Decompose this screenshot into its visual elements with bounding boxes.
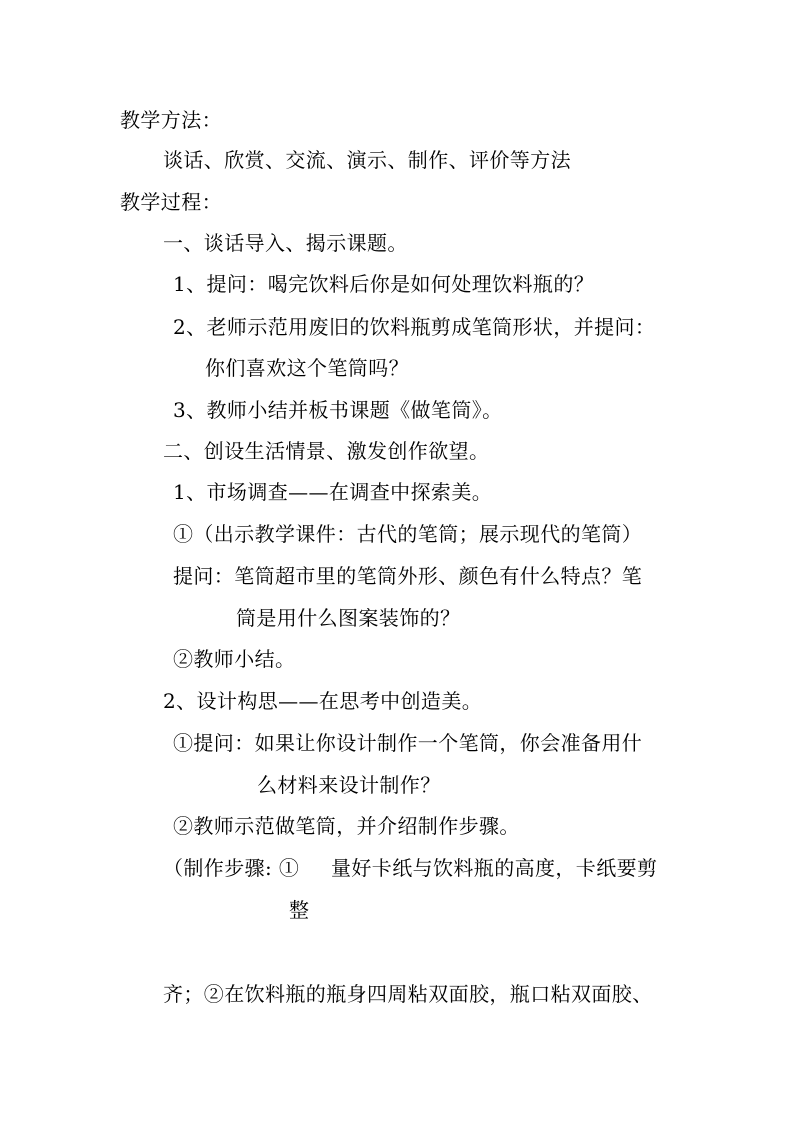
method-text: 谈话、欣赏、交流、演示、制作、评价等方法 <box>163 148 571 172</box>
steps-continue: 齐；②在饮料瓶的瓶身四周粘双面胶，瓶口粘双面胶、 <box>163 982 653 1006</box>
section-2-sub-1-question-line-1: 提问：笔筒超市里的笔筒外形、颜色有什么特点？笔 <box>173 564 643 588</box>
steps-label: （制作步骤: ① <box>163 856 300 880</box>
section-2-sub-1-point-1: ①（出示教学课件：古代的笔筒；展示现代的笔筒） <box>173 522 643 546</box>
section-2-sub-2-point-1-line-2: 么材料来设计制作？ <box>257 773 441 797</box>
steps-wrap: 整 <box>289 898 310 922</box>
method-heading: 教学方法： <box>120 108 222 132</box>
section-2-sub-2-point-2: ②教师示范做笔筒，并介绍制作步骤。 <box>173 814 520 838</box>
section-2-sub-1-question-line-2: 筒是用什么图案装饰的？ <box>236 606 461 630</box>
section-1-item-2-line-1: 2、老师示范用废旧的饮料瓶剪成笔筒形状，并提问： <box>173 315 656 339</box>
section-2-sub-2-title: 2、设计构思——在思考中创造美。 <box>163 689 483 713</box>
steps-text: 量好卡纸与饮料瓶的高度，卡纸要剪 <box>331 856 658 880</box>
section-2-title: 二、创设生活情景、激发创作欲望。 <box>163 439 490 463</box>
section-1-item-2-line-2: 你们喜欢这个笔筒吗？ <box>205 356 409 380</box>
section-1-title: 一、谈话导入、揭示课题。 <box>163 231 408 255</box>
section-1-item-3: 3、教师小结并板书课题《做笔筒》。 <box>173 398 503 422</box>
process-heading: 教学过程： <box>120 190 222 214</box>
section-2-sub-1-title: 1、市场调查——在调查中探索美。 <box>173 480 493 504</box>
section-1-item-1: 1、提问：喝完饮料后你是如何处理饮料瓶的？ <box>173 272 595 296</box>
section-2-sub-1-point-2: ②教师小结。 <box>173 647 296 671</box>
section-2-sub-2-point-1-line-1: ①提问：如果让你设计制作一个笔筒，你会准备用什 <box>173 731 643 755</box>
